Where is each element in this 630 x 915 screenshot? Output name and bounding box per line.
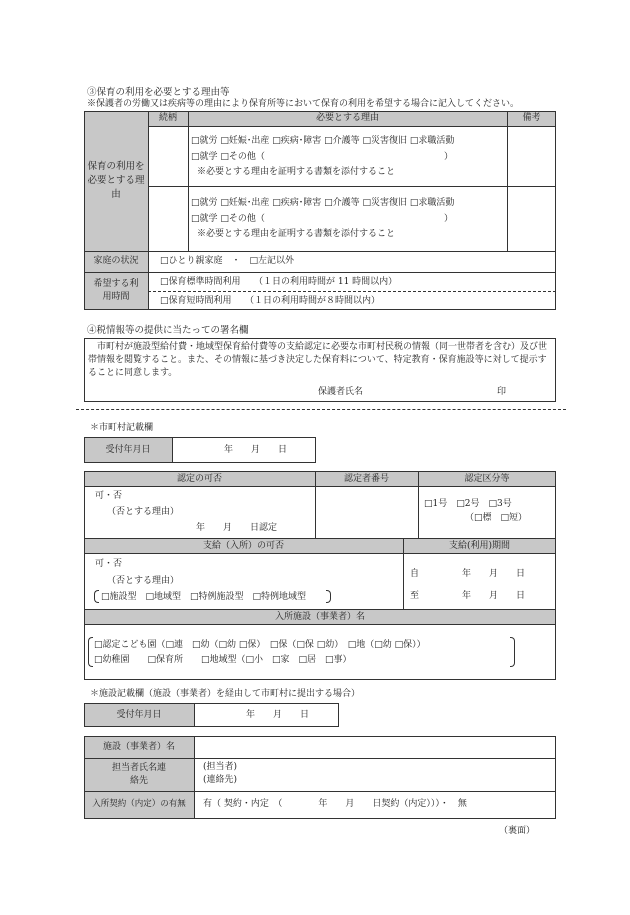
consent-text: 市町村が施設型給付費・地域型保育給付費等の支給認定に必要な市町村民税の情報（同一世帯者を含む）及び世帯情報を閲覧すること。また、その情報に基づき決定した保育料について、特定教育・保育施設等に対して提示することに同意します。: [88, 342, 548, 379]
facility-section-title: ＊施設記載欄（施設（事業者）を経由して市町村に提出する場合）: [90, 689, 361, 699]
period-header: 支給(利用)期間: [448, 541, 511, 551]
guardian-name-label: 保護者氏名: [318, 387, 364, 397]
admission-header: 支給（入所）の可否: [202, 541, 284, 551]
reason-other-close-1: ）: [444, 152, 454, 162]
col-remarks-header: 備考: [522, 113, 541, 123]
facility-name-header: 入所施設（事業者）名: [274, 612, 365, 622]
section4-title: ④税情報等の提供に当たっての署名欄: [87, 325, 249, 336]
period-to-date[interactable]: 年 月 日: [462, 591, 526, 601]
contact-info[interactable]: (連絡先): [203, 775, 238, 785]
reason-other-1[interactable]: □就学 □その他（: [191, 152, 265, 162]
approval-header: 認定の可否: [176, 474, 222, 484]
cert-class-header: 認定区分等: [464, 474, 510, 484]
municipal-receipt-date[interactable]: 年 月 日: [224, 445, 288, 455]
col-reason-header: 必要とする理由: [315, 113, 379, 123]
reason-options-1[interactable]: □就労 □妊娠･出産 □疾病･障害 □介護等 □災害復旧 □求職活動: [191, 136, 455, 146]
municipal-title: ＊市町村記載欄: [90, 423, 154, 433]
period-to-label: 至: [410, 591, 420, 601]
facility-type-bracket-right: [326, 590, 331, 603]
facility-name-label: 施設（事業者）名: [102, 742, 175, 752]
section3-note: ※保護者の労働又は疾病等の理由により保育所等において保育の利用を希望する場合に記入してください。: [87, 99, 520, 109]
facility-options-line1[interactable]: □認定こども園（□連 □幼（□幼 □保） □保（□保 □幼） □地（□幼 □保））: [94, 640, 426, 650]
reason-other-2[interactable]: □就学 □その他（: [191, 214, 265, 224]
usage-standard-option[interactable]: □保育標準時間利用 （１日の利用時間が 11 時間以内）: [160, 277, 398, 287]
contact-label: 担当者氏名連絡先: [111, 763, 166, 787]
facility-receipt-label: 受付年月日: [116, 710, 162, 720]
facility-bracket-left: [88, 637, 93, 667]
cut-line: [76, 409, 566, 410]
reason-note-1: ※必要とする理由を証明する書類を添付すること: [197, 167, 396, 177]
usage-short-option[interactable]: □保育短時間利用 （１日の利用時間が８時間以内）: [160, 296, 381, 306]
section3-title: ③保育の利用を必要とする理由等: [87, 87, 230, 98]
reason-other-close-2: ）: [444, 214, 454, 224]
contract-value[interactable]: 有（ 契約・内定 （ 年 月 日契約（内定）））・ 無: [203, 799, 467, 809]
facility-bracket-right: [510, 637, 515, 667]
period-from-label: 自: [410, 569, 420, 579]
cert-class-options[interactable]: □1号 □2号 □3号: [424, 499, 512, 509]
reason-options-2[interactable]: □就労 □妊娠･出産 □疾病･障害 □介護等 □災害復旧 □求職活動: [191, 198, 455, 208]
family-status-options[interactable]: □ひとり親家庭 ・ □左記以外: [160, 256, 295, 266]
admission-yes-no[interactable]: 可・否: [95, 559, 123, 569]
approval-yes-no[interactable]: 可・否: [95, 491, 123, 501]
cert-number-header: 認定者番号: [343, 474, 389, 484]
period-from-date[interactable]: 年 月 日: [462, 569, 526, 579]
reason-note-2: ※必要とする理由を証明する書類を添付すること: [197, 229, 396, 239]
seal-mark: 印: [497, 387, 507, 397]
reason-row-label: 保育の利用を必要とする理由: [87, 161, 145, 200]
municipal-receipt-label: 受付年月日: [105, 445, 151, 455]
facility-receipt-date[interactable]: 年 月 日: [246, 710, 310, 720]
facility-name-field[interactable]: [197, 738, 553, 756]
facility-options-line2[interactable]: □幼稚園 □保育所 □地域型（□小 □家 □居 □事）: [94, 655, 352, 665]
approval-reason-label: （否とする理由）: [107, 507, 180, 517]
page-side-label: （裏面）: [499, 826, 536, 836]
cert-class-suboptions[interactable]: （□標 □短）: [465, 513, 528, 523]
approval-date[interactable]: 年 月 日認定: [196, 523, 278, 533]
admission-reason-label: （否とする理由）: [107, 576, 180, 586]
family-status-label: 家庭の状況: [93, 256, 139, 266]
usage-time-label: 希望する利用時間: [93, 279, 139, 303]
facility-type-options[interactable]: □施設型 □地域型 □特例施設型 □特例地域型: [101, 592, 307, 602]
contract-label: 入所契約（内定）の有無: [92, 799, 186, 809]
col-relation-header: 続柄: [158, 113, 177, 123]
contact-person[interactable]: (担当者): [203, 762, 238, 772]
facility-type-bracket-left: [94, 590, 99, 603]
